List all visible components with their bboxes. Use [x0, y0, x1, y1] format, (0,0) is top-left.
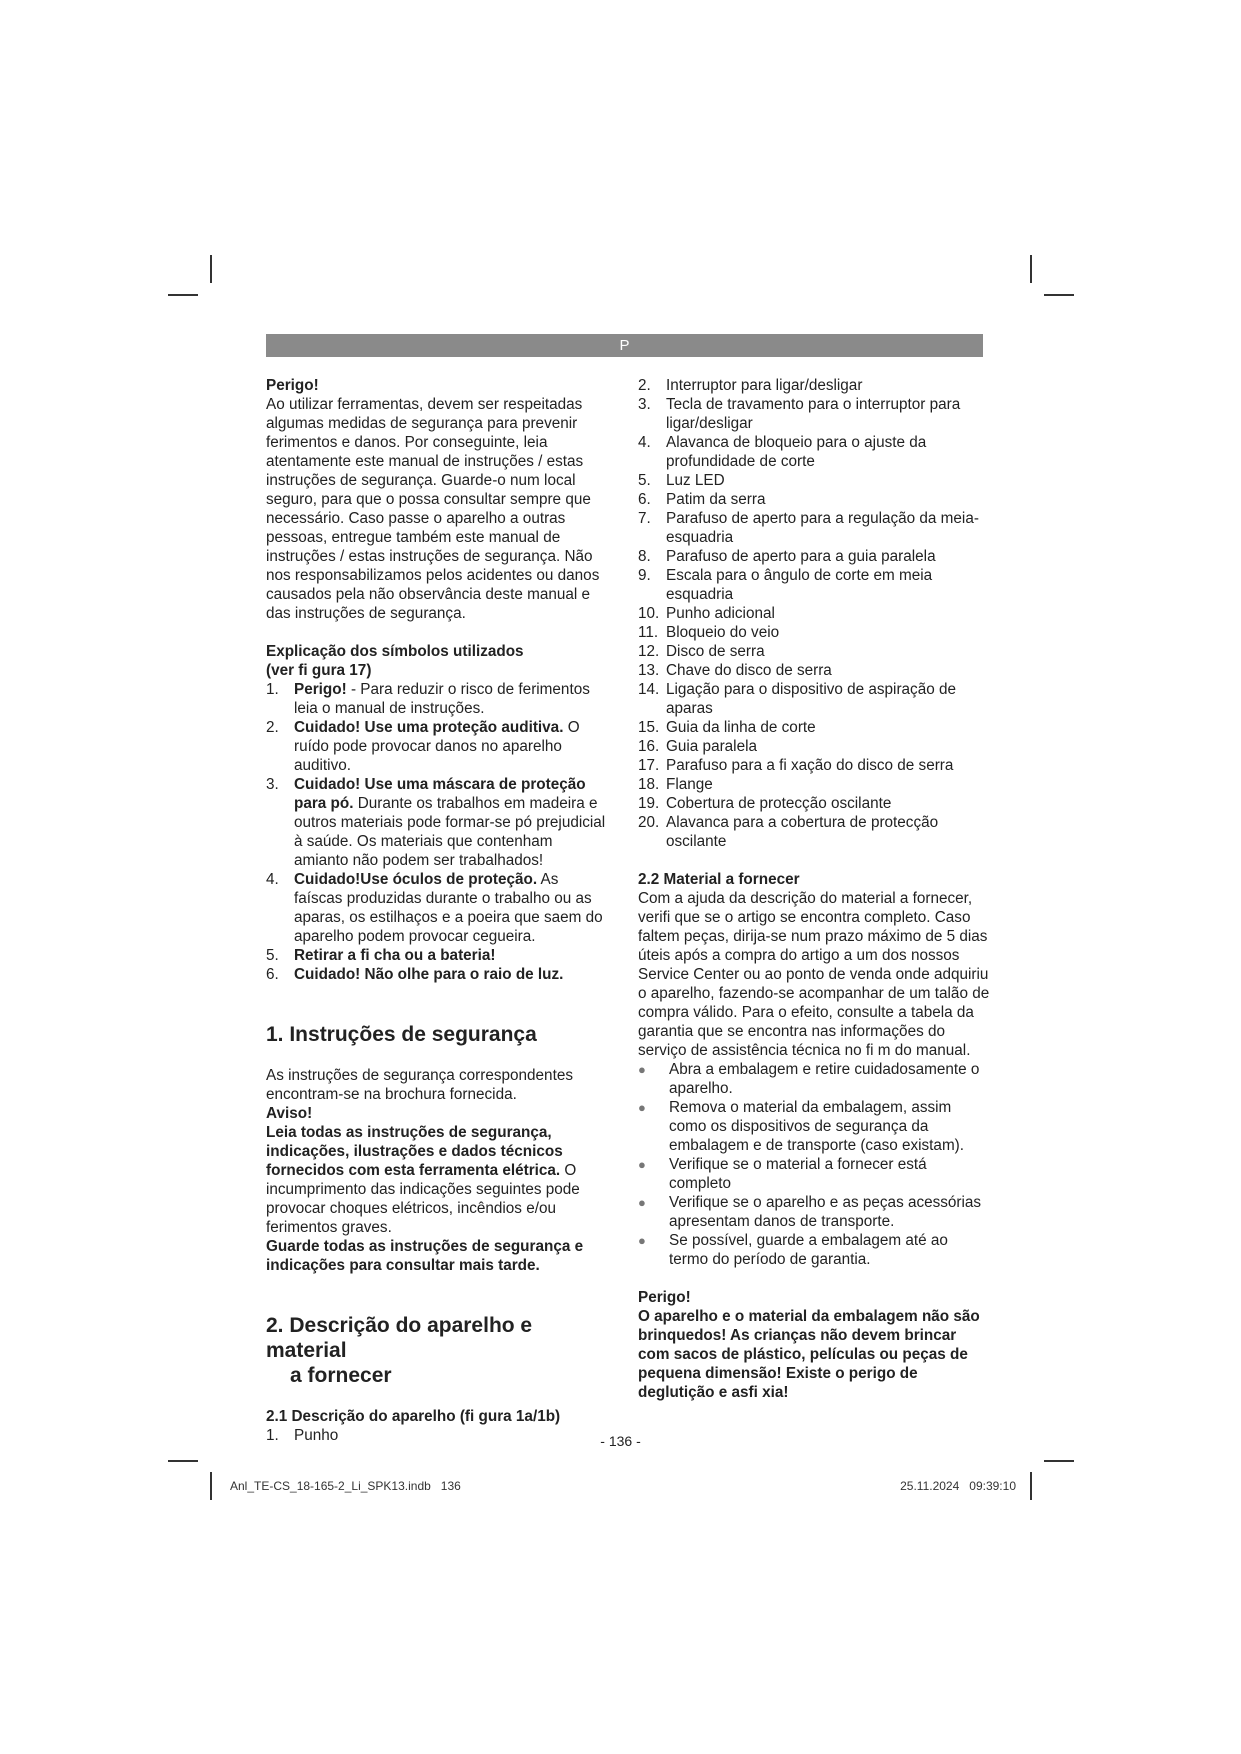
crop-mark: [168, 294, 198, 296]
symbols-list: [266, 680, 611, 984]
crop-mark: [1030, 1472, 1032, 1500]
footer-timestamp: 25.11.2024 09:39:10: [900, 1479, 1016, 1493]
list-item: 2. Interruptor para ligar/desligar: [638, 377, 863, 394]
section-1-text: As instruções de segurança correspondentes encontram-se na brochura fornecida.: [266, 1067, 573, 1103]
symbols-title: Explicação dos símbolos utilizados: [266, 643, 524, 660]
list-item: 16. Guia paralela: [638, 738, 757, 755]
list-item: 6. Patim da serra: [638, 491, 766, 508]
bullet-icon: ●: [638, 1195, 646, 1210]
crop-mark: [1044, 294, 1074, 296]
section-2-2-title: 2.2 Material a fornecer: [638, 871, 800, 888]
list-item: 17. Parafuso para a fi xação do disco de serra: [638, 757, 954, 774]
list-item: 6. Cuidado! Não olhe para o raio de luz.: [266, 966, 564, 983]
left-column: [266, 376, 611, 1445]
list-item: 19. Cobertura de protecção oscilante: [638, 795, 892, 812]
list-item: 18. Flange: [638, 776, 713, 793]
list-item: ● Se possível, guarde a embalagem até ao termo do período de garantia.: [638, 1232, 948, 1268]
list-item: ● Verifique se o aparelho e as peças acessórias apresentam danos de transporte.: [638, 1194, 982, 1230]
warning-title: Aviso!: [266, 1105, 313, 1122]
danger-text-2: O aparelho e o material da embalagem não são brinquedos! As crianças não devem brincar com sacos de plástico, películas ou peças de pequena dimensão! Existe o perigo de deglutição e asfi xia!: [638, 1308, 980, 1401]
danger-text: Ao utilizar ferramentas, devem ser respeitadas algumas medidas de segurança para prevenir ferimentos e danos. Por conseguinte, leia atentamente este manual de instruções / estas instruções de segurança. Guarde-o num local seguro, para que o possa consultar sempre que necessário. Caso passe o aparelho a outras pessoas, entregue também este manual de instruções / estas instruções de segurança. Não nos responsabilizamos pelos acidentes ou danos causados pela não observância deste manual e das instruções de segurança.: [266, 396, 600, 622]
list-item: 1. Perigo! - Para reduzir o risco de ferimentos leia o manual de instruções.: [266, 681, 590, 717]
list-item: 3. Tecla de travamento para o interruptor para ligar/desligar: [638, 396, 961, 432]
section-1-title: 1. Instruções de segurança: [266, 1023, 537, 1046]
crop-mark: [210, 1472, 212, 1500]
list-item: 4. Alavanca de bloqueio para o ajuste da profundidade de corte: [638, 434, 927, 470]
list-item: 9. Escala para o ângulo de corte em meia esquadria: [638, 567, 933, 603]
bullet-icon: ●: [638, 1062, 646, 1077]
bullet-icon: ●: [638, 1157, 646, 1172]
list-item: 3. Cuidado! Use uma máscara de proteção para pó. Durante os trabalhos em madeira e outros materiais pode formar-se pó prejudicial à saúde. Os materiais que contenham amianto não podem ser trabalhados!: [266, 776, 606, 869]
list-item: ● Verifique se o material a fornecer está completo: [638, 1156, 927, 1192]
list-item: ● Abra a embalagem e retire cuidadosamente o aparelho.: [638, 1061, 980, 1097]
footer-file: Anl_TE-CS_18-165-2_Li_SPK13.indb 136: [230, 1479, 461, 1493]
parts-list: [638, 376, 990, 851]
list-item: 5. Retirar a fi cha ou a bateria!: [266, 947, 496, 964]
section-2-1-title: 2.1 Descrição do aparelho (fi gura 1a/1b): [266, 1408, 561, 1425]
crop-mark: [1044, 1460, 1074, 1462]
list-item: 7. Parafuso de aperto para a regulação da meia-esquadria: [638, 510, 979, 546]
list-item: 4. Cuidado!Use óculos de proteção. As faíscas produzidas durante o trabalho ou as aparas, os estilhaços e a poeira que saem do aparelho podem provocar cegueira.: [266, 871, 603, 945]
bullet-icon: ●: [638, 1100, 646, 1115]
page-number: - 136 -: [600, 1433, 641, 1449]
list-item: 8. Parafuso de aperto para a guia paralela: [638, 548, 936, 565]
crop-mark: [210, 255, 212, 283]
crop-mark: [1030, 255, 1032, 283]
warning-paragraph: Leia todas as instruções de segurança, indicações, ilustrações e dados técnicos fornecidos com esta ferramenta elétrica. O incumprimento das indicações seguintes pode provocar choques elétricos, incêndios e/ou ferimentos graves.: [266, 1124, 580, 1236]
list-item: 14. Ligação para o dispositivo de aspiração de aparas: [638, 681, 956, 717]
keep-instructions: Guarde todas as instruções de segurança e indicações para consultar mais tarde.: [266, 1238, 584, 1274]
list-item: 1. Punho: [266, 1427, 339, 1444]
list-item: 12. Disco de serra: [638, 643, 765, 660]
list-item: 10. Punho adicional: [638, 605, 775, 622]
list-item: 13. Chave do disco de serra: [638, 662, 832, 679]
section-2-title-cont: a fornecer: [290, 1364, 392, 1387]
section-2-title: 2. Descrição do aparelho e material: [266, 1314, 533, 1362]
danger-title: Perigo!: [266, 377, 319, 394]
crop-mark: [168, 1460, 198, 1462]
right-column: [638, 376, 990, 1402]
danger-title-2: Perigo!: [638, 1289, 691, 1306]
list-item: 20. Alavanca para a cobertura de protecção oscilante: [638, 814, 939, 850]
list-item: ● Remova o material da embalagem, assim como os dispositivos de segurança da embalagem e de transporte (caso existam).: [638, 1099, 965, 1154]
list-item: 15. Guia da linha de corte: [638, 719, 816, 736]
language-header-bar: P: [266, 334, 983, 357]
list-item: 2. Cuidado! Use uma proteção auditiva. O ruído pode provocar danos no aparelho auditivo.: [266, 719, 580, 774]
list-item: 11. Bloqueio do veio: [638, 624, 780, 641]
bullet-icon: ●: [638, 1233, 646, 1248]
section-2-2-text: Com a ajuda da descrição do material a fornecer, verifi que se o artigo se encontra completo. Caso faltem peças, dirija-se num prazo máximo de 5 dias úteis após a compra do artigo a um dos nossos Service Center ou ao ponto de venda onde adquiriu o aparelho, fazendo-se acompanhar de um talão de compra válido. Para o efeito, consulte a tabela da garantia que se encontra nas informações do serviço de assistência técnica no fi m do manual.: [638, 890, 990, 1059]
symbols-subtitle: (ver fi gura 17): [266, 662, 372, 679]
list-item: 5. Luz LED: [638, 472, 725, 489]
bullet-list: [638, 1060, 990, 1269]
